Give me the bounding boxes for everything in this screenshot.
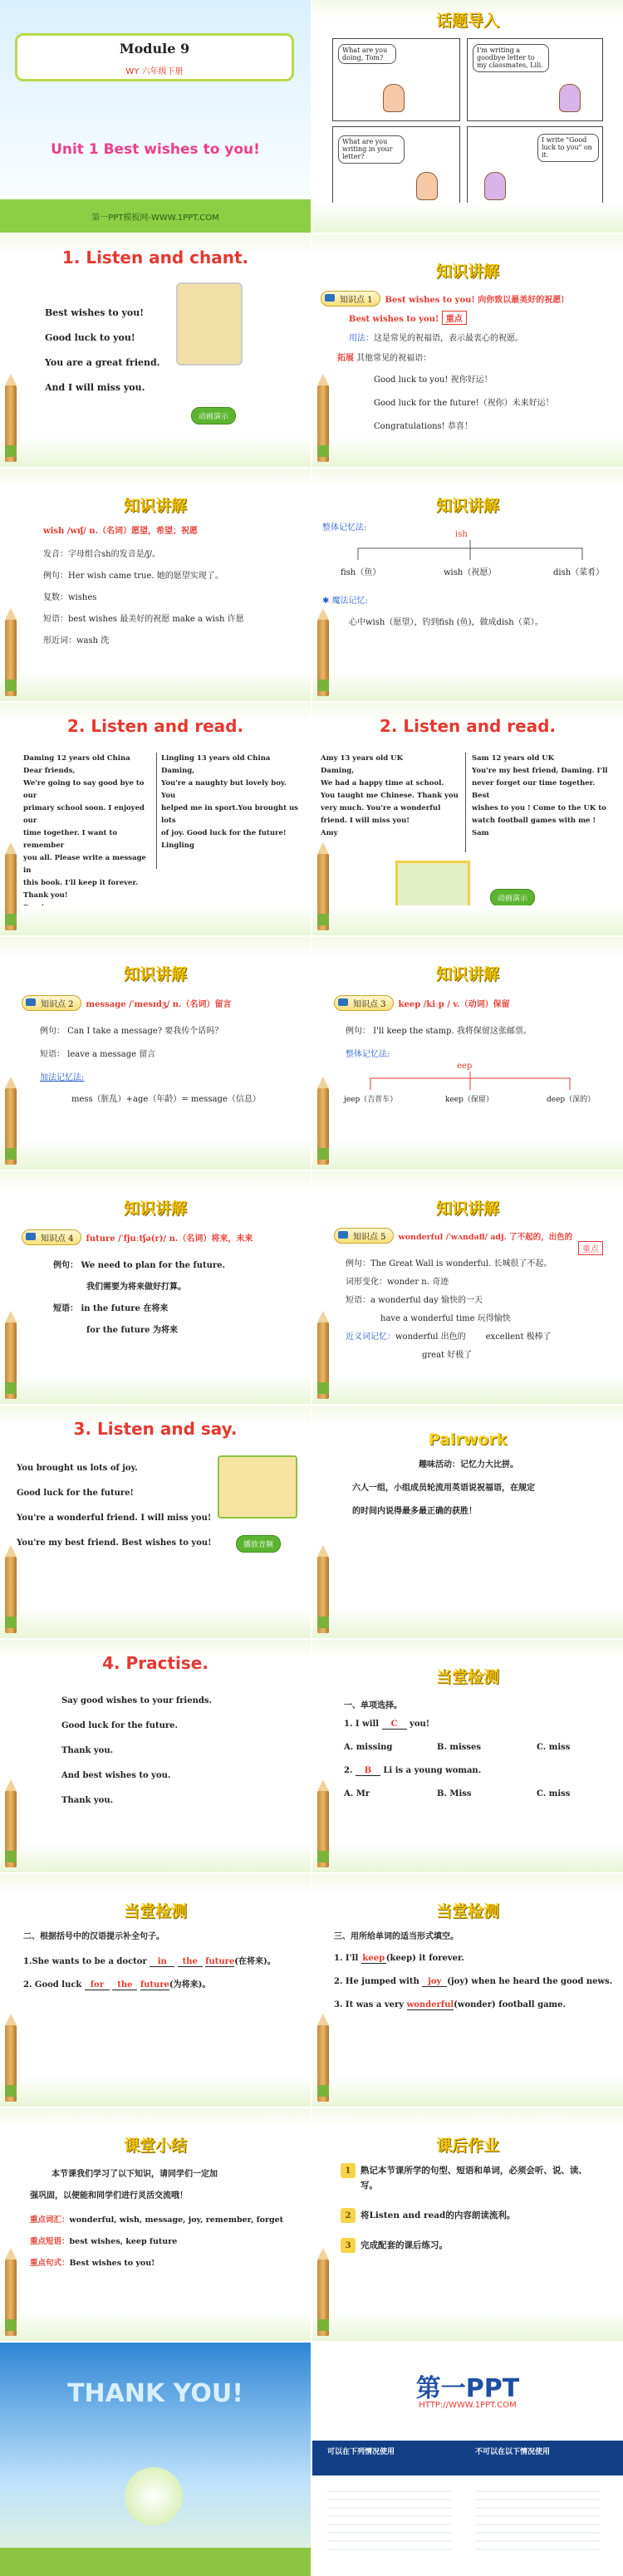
pencil-icon — [317, 854, 329, 930]
slide-17-test2 — [0, 1874, 311, 2107]
module-title: Module 9 — [119, 41, 190, 56]
say-line: You brought us lots of joy. — [17, 1464, 138, 1473]
answer-blank: in — [150, 1957, 174, 1967]
key-badge: 重点 — [578, 1241, 603, 1255]
text-line: We're going to say good bye to our — [23, 779, 145, 800]
cartoon-panel-4 — [467, 126, 603, 209]
memory-label: 整体记忆法: — [322, 523, 367, 532]
example: 例句： I'll keep the stamp. 我将保留这张邮票。 — [346, 1027, 532, 1036]
kids-picture — [176, 282, 243, 366]
say-line: You're a wonderful friend. I will miss you! — [17, 1514, 212, 1523]
slide-22-brand — [312, 2343, 623, 2576]
pencil-icon — [5, 1791, 17, 1867]
answer-blank: the — [178, 1957, 203, 1967]
pencil-icon — [5, 620, 17, 696]
example: 例句： Can I take a message? 要我传个话吗？ — [40, 1027, 223, 1036]
slide-1-cover — [0, 0, 311, 233]
slide-title: 3. Listen and say. — [73, 1419, 238, 1439]
question-text: 1. I'll — [334, 1954, 359, 1963]
word-mid: keep（保留） — [445, 1096, 493, 1104]
cartoon-panel-1 — [332, 38, 460, 121]
magic-text: 心中wish（愿望），钓到fish (鱼)，做成dish（菜）。 — [349, 618, 543, 627]
vocab-word: message /ˈmesɪdʒ/ n.（名词）留言 — [86, 1000, 232, 1009]
slide-title: 知识讲解 — [435, 263, 499, 281]
note-line: 发音：字母组合sh的发音是/ʃ/。 — [43, 550, 161, 559]
cartoon-panel-3 — [332, 126, 460, 209]
slide-title: 当堂检测 — [123, 1902, 187, 1921]
text-line: Thank you! — [23, 891, 68, 900]
chant-line: You are a great friend. — [45, 357, 160, 368]
slide-title: 知识讲解 — [123, 1200, 187, 1218]
grass-band — [0, 2548, 311, 2576]
answer-blank: wonderful — [406, 2000, 454, 2009]
point-tag: 知识点 1 — [321, 291, 380, 307]
speech-bubble: I'm writing a goodbye letter to my classmates, Lili. — [473, 44, 549, 72]
section-label: 二、根据括号中的汉语提示补全句子。 — [23, 1932, 164, 1941]
text-line: helped me in sport.You brought us lots — [161, 804, 298, 825]
question-text: Li is a young woman. — [380, 1766, 482, 1775]
answer-blank: for — [85, 1980, 110, 1990]
unit-title: Unit 1 Best wishes to you! — [51, 141, 260, 158]
link-list — [327, 2484, 452, 2550]
pencil-icon — [5, 1088, 17, 1165]
message-sam — [472, 753, 615, 840]
slide-title: Pairwork — [428, 1430, 508, 1449]
question-text: (keep) it forever. — [385, 1954, 464, 1963]
pencil-icon — [317, 385, 329, 462]
word-mid: wish（祝愿） — [444, 568, 497, 577]
word-right: deep（深的） — [547, 1096, 596, 1104]
divider — [156, 753, 157, 869]
note-line: 复数：wishes — [43, 593, 97, 602]
word-root: ish — [455, 530, 468, 539]
slide-6-memory: 知识讲解 整体记忆法: ish fish（鱼） wish（祝愿） dish（菜肴） ✱ 魔法记忆: 心中wish（愿望），钓到fish (鱼)，做成dish（菜）。 — [312, 469, 623, 701]
option: C. miss — [537, 1743, 571, 1752]
vocab-word: wonderful /ˈwʌndəfl/ adj. 了不起的，出色的 — [398, 1233, 573, 1242]
edition-label: WY 六年级下册 — [125, 67, 184, 76]
slide-2-intro — [312, 0, 623, 233]
pencil-icon — [5, 385, 17, 462]
key-value: Best wishes to you! — [69, 2259, 155, 2268]
slide-16-test1 — [312, 1640, 623, 1872]
pencil-icon — [317, 2025, 329, 2102]
answer-blank: future — [140, 1980, 169, 1990]
tree-lines — [354, 1072, 586, 1092]
slide-8-read — [312, 703, 623, 935]
point-tag: 知识点 4 — [22, 1229, 81, 1245]
pencil-icon — [5, 1322, 17, 1399]
text-line: Lingling 13 years old China — [161, 754, 271, 763]
synonym-label: 近义词记忆： — [346, 1332, 395, 1342]
text-line: never forget our time together. Best — [472, 779, 596, 800]
homework-item — [341, 2238, 603, 2253]
speech-bubble: I write "Good luck to you" on it. — [537, 134, 599, 162]
example: 例句： We need to plan for the future. — [53, 1261, 226, 1270]
slide-title: 话题导入 — [435, 12, 499, 30]
option: A. missing — [344, 1743, 393, 1752]
pencil-icon — [317, 2260, 329, 2336]
pencil-icon — [317, 1322, 329, 1399]
pencil-icon — [317, 620, 329, 696]
pencil-icon — [5, 854, 17, 930]
chant-line: And I will miss you. — [45, 382, 145, 393]
magic-label: 魔法记忆: — [331, 596, 368, 606]
extend-label: 拓展 — [337, 354, 354, 363]
text-line: wishes to you ! Come to the UK to — [472, 804, 606, 812]
slide-5-wish — [0, 469, 311, 701]
memory-text: mess（脏乱）+age（年龄）= message（信息） — [71, 1095, 261, 1104]
info-band — [312, 2441, 623, 2475]
slide-18-test3 — [312, 1874, 623, 2107]
slide-title: 4. Practise. — [102, 1653, 208, 1673]
question-hint: (为将来)。 — [169, 1980, 211, 1990]
option: B. Miss — [437, 1789, 472, 1798]
key-badge: 重点 — [442, 311, 467, 325]
homework-item — [341, 2163, 603, 2193]
practise-line: Say good wishes to your friends. — [61, 1696, 212, 1705]
slide-title: 2. Listen and read. — [379, 716, 557, 736]
audio-button[interactable]: 播放音频 — [236, 1535, 281, 1553]
practise-line: Thank you. — [61, 1796, 114, 1805]
thanks-text: THANK YOU! — [67, 2379, 243, 2408]
book-picture — [218, 1455, 297, 1519]
slide-title: 当堂检测 — [435, 1668, 499, 1686]
homework-text: 完成配套的课后练习。 — [361, 2240, 448, 2250]
phrase: Best wishes to you! — [349, 315, 439, 324]
key-label: 重点词汇： — [30, 2215, 70, 2225]
brand-url[interactable]: HTTP://WWW.1PPT.COM — [419, 2401, 517, 2410]
slide-title: 知识讲解 — [435, 497, 499, 515]
usage-label: 用法： — [349, 334, 374, 343]
word-right: dish（菜肴） — [553, 568, 605, 577]
vocab-word: future /ˈfjuːtʃə(r)/ n.（名词）将来，未来 — [86, 1234, 253, 1244]
text-line: very much. You're a wonderful — [321, 804, 441, 812]
example: 例句：The Great Wall is wonderful. 长城很了不起。 — [346, 1259, 552, 1268]
number-badge: 2 — [341, 2208, 356, 2223]
summary-intro: 本节课我们学习了以下知识，请同学们一定加 — [52, 2170, 218, 2179]
slide-9-point2 — [0, 937, 311, 1170]
note-line: 短语：best wishes 最美好的祝愿 make a wish 许愿 — [43, 615, 244, 624]
text-line: time together. I want to remember — [23, 829, 118, 850]
key-value: best wishes, keep future — [69, 2237, 178, 2246]
usage-text: 这是常见的祝福语，表示最衷心的祝愿。 — [374, 334, 523, 343]
practise-line: Thank you. — [61, 1746, 114, 1755]
answer-blank: B — [356, 1766, 380, 1776]
text-line: Lingling — [161, 841, 194, 850]
text-line: Daming, — [321, 767, 355, 775]
boy-figure — [559, 84, 581, 112]
phrase: have a wonderful time 玩得愉快 — [380, 1314, 511, 1323]
summary-intro: 强巩固，以便能和同学们进行灵活交流哦！ — [30, 2191, 188, 2201]
synonym-3: great 好极了 — [422, 1351, 473, 1360]
slide-20-homework — [312, 2108, 623, 2341]
slide-12-point5 — [312, 1171, 623, 1404]
word-left: jeep（吉普车） — [344, 1096, 398, 1104]
text-line: Amy 13 years old UK — [321, 754, 403, 763]
answer-blank: C — [382, 1720, 407, 1730]
title-card — [15, 33, 294, 81]
text-line: Daming, — [161, 767, 195, 775]
slide-11-point4 — [0, 1171, 311, 1404]
text-line: Dear friends, — [23, 767, 76, 775]
activity-text: 六人一组，小组成员轮流用英语说祝福语，在规定 — [352, 1484, 535, 1493]
playground-picture — [395, 861, 470, 910]
example: Good luck to you! 祝你好运！ — [374, 375, 493, 385]
link-list — [475, 2484, 600, 2550]
key-label: 重点句式： — [30, 2259, 70, 2268]
slide-3-chant — [0, 234, 311, 467]
speech-bubble: What are you doing, Tom? — [338, 44, 396, 64]
animation-button[interactable]: 动画演示 — [490, 889, 535, 906]
pencil-icon — [5, 2260, 17, 2336]
key-value: wonderful, wish, message, joy, remember, forget — [69, 2215, 284, 2225]
text-line: friend. I will miss you! — [321, 817, 410, 825]
option: B. misses — [437, 1743, 482, 1752]
message-amy — [321, 753, 462, 840]
synonym-1: wonderful 出色的 — [395, 1332, 466, 1342]
example-translation: 我们需要为将来做好打算。 — [86, 1283, 186, 1292]
text-line: watch football games with me ! — [472, 817, 596, 825]
section-label: 三、用所给单词的适当形式填空。 — [334, 1932, 459, 1941]
cartoon-panel-2 — [467, 38, 603, 121]
example: Good luck for the future!（祝你）未来好运！ — [374, 399, 554, 408]
forbidden-heading: 不可以在以下情况使用 — [475, 2448, 551, 2456]
slide-title: 当堂检测 — [435, 1902, 499, 1921]
text-line: You're my best friend, Daming. I'll — [472, 767, 608, 775]
footer-site: 第一PPT模板网-WWW.1PPT.COM — [91, 213, 219, 223]
text-line: Daming 12 years old China — [23, 754, 130, 763]
option: C. miss — [537, 1789, 571, 1798]
text-line: We had a happy time at school. — [321, 779, 444, 788]
vocab-word: keep /kiːp / v.（动词）保留 — [398, 1000, 510, 1009]
memory-label: 整体记忆法: — [346, 1050, 390, 1059]
word-form: 词形变化：wonder n. 奇迹 — [346, 1278, 449, 1287]
slide-4-point1 — [312, 234, 623, 467]
slide-title: 知识讲解 — [435, 965, 499, 984]
answer-blank: joy — [422, 1977, 447, 1987]
pencil-icon — [317, 1088, 329, 1165]
chant-line: Good luck to you! — [45, 332, 135, 343]
pencil-icon — [5, 1557, 17, 1633]
girl-figure — [383, 84, 405, 112]
number-badge: 3 — [341, 2238, 356, 2253]
activity-title: 趣味活动：记忆力大比拼。 — [419, 1460, 518, 1470]
question-text: 2. Good luck — [23, 1980, 82, 1990]
text-line: Sam 12 years old UK — [472, 754, 555, 763]
slide-title: 1. Listen and chant. — [61, 248, 249, 267]
slide-7-read — [0, 703, 311, 935]
question-text: (joy) when he heard the good news. — [447, 1977, 613, 1986]
slide-title: 2. Listen and read. — [66, 716, 244, 736]
text-line: you all. Please write a message in — [23, 854, 146, 875]
pencil-icon — [5, 2025, 17, 2102]
phrase: for the future 为将来 — [86, 1326, 179, 1335]
point-tag: 知识点 3 — [334, 995, 394, 1011]
pencil-icon — [317, 1557, 329, 1633]
text-line: Amy — [321, 829, 338, 837]
slide-title: 知识讲解 — [435, 1200, 499, 1218]
brand-logo: 第一PPT — [415, 2374, 520, 2403]
note-line: 形近词：wash 洗 — [43, 636, 110, 645]
animation-button[interactable]: 动画演示 — [191, 407, 236, 424]
question-text: you! — [406, 1720, 430, 1729]
question-text: (wonder) football game. — [454, 2000, 566, 2009]
pencil-icon — [317, 1791, 329, 1867]
chant-line: Best wishes to you! — [45, 307, 145, 318]
number-badge: 1 — [341, 2163, 356, 2178]
homework-text: 熟记本节课所学的句型、短语和单词，必须会听、说、读、写。 — [360, 2166, 587, 2191]
text-line: Sam — [472, 829, 489, 837]
point-tag: 知识点 5 — [334, 1228, 394, 1244]
text-line: primary school soon. I enjoyed our — [23, 804, 145, 825]
tree-lines — [346, 540, 595, 563]
text-line: You're a naughty but lovely boy. You — [161, 779, 287, 800]
word-root: eep — [457, 1062, 473, 1071]
key-label: 重点短语： — [30, 2237, 70, 2246]
question-text: 3. It was a very — [334, 2000, 405, 2009]
phrase: 短语： leave a message 留言 — [40, 1050, 156, 1059]
dandelion-picture — [125, 2467, 183, 2525]
slide-13-say — [0, 1406, 311, 1638]
say-line: Good luck for the future! — [17, 1489, 134, 1498]
point-heading: Best wishes to you! 向你致以最美好的祝愿! — [385, 296, 565, 305]
slide-14-pairwork — [312, 1406, 623, 1638]
text-line: this book. I'll keep it forever. — [23, 879, 139, 887]
extend-text: 其他常见的祝福语： — [356, 354, 432, 363]
homework-text: 将Listen and read的内容朗读流利。 — [361, 2210, 516, 2220]
section-label: 一、单项选择。 — [344, 1701, 402, 1710]
slide-title: 课后作业 — [435, 2137, 499, 2155]
point-tag: 知识点 2 — [22, 995, 81, 1011]
slide-10-point3 — [312, 937, 623, 1170]
memory-label: 加法记忆法: — [40, 1073, 85, 1082]
say-line: You're my best friend. Best wishes to you! — [17, 1538, 212, 1548]
answer-blank: the — [112, 1980, 137, 1990]
question-text: 1. I will — [344, 1720, 382, 1729]
practise-line: Good luck for the future. — [61, 1721, 178, 1730]
synonym-2: excellent 极棒了 — [485, 1332, 552, 1342]
question-text: 1.She wants to be a doctor — [23, 1957, 147, 1966]
activity-text: 的时间内说得最多最正确的获胜！ — [352, 1507, 477, 1516]
boy-figure — [484, 172, 506, 200]
question-hint: (在将来)。 — [234, 1957, 276, 1966]
text-line: of joy. Good luck for the future! — [161, 829, 287, 837]
divider — [465, 753, 466, 852]
speech-bubble: What are you writing in your letter? — [338, 135, 405, 164]
word-left: fish（鱼） — [341, 568, 381, 577]
text-line: You taught me Chinese. Thank you — [321, 792, 459, 800]
example: Congratulations! 恭喜！ — [374, 422, 473, 431]
slide-15-practise — [0, 1640, 311, 1872]
slide-19-summary — [0, 2108, 311, 2341]
slide-title: 知识讲解 — [123, 497, 187, 515]
answer-blank: keep — [362, 1954, 385, 1963]
phrase: 短语： in the future 在将来 — [53, 1304, 169, 1313]
practise-line: And best wishes to you. — [61, 1771, 171, 1780]
question-text: 2. — [344, 1766, 356, 1775]
slide-title: 课堂小结 — [123, 2137, 187, 2155]
homework-item — [341, 2208, 603, 2223]
vocab-word: wish /wɪʃ/ n.（名词）愿望，希望；祝愿 — [43, 527, 199, 536]
answer-blank: future — [205, 1957, 235, 1966]
slide-title: 知识讲解 — [123, 965, 187, 984]
allowed-heading: 可以在下列情况使用 — [327, 2448, 395, 2456]
message-daming — [23, 753, 156, 915]
phrase: 短语：a wonderful day 愉快的一天 — [346, 1296, 483, 1305]
question-text: 2. He jumped with — [334, 1977, 419, 1986]
slide-21-thanks — [0, 2343, 311, 2576]
girl-figure — [416, 172, 438, 200]
note-line: 例句：Her wish came true. 她的愿望实现了。 — [43, 572, 223, 581]
option: A. Mr — [344, 1789, 370, 1798]
message-lingling — [161, 753, 302, 852]
